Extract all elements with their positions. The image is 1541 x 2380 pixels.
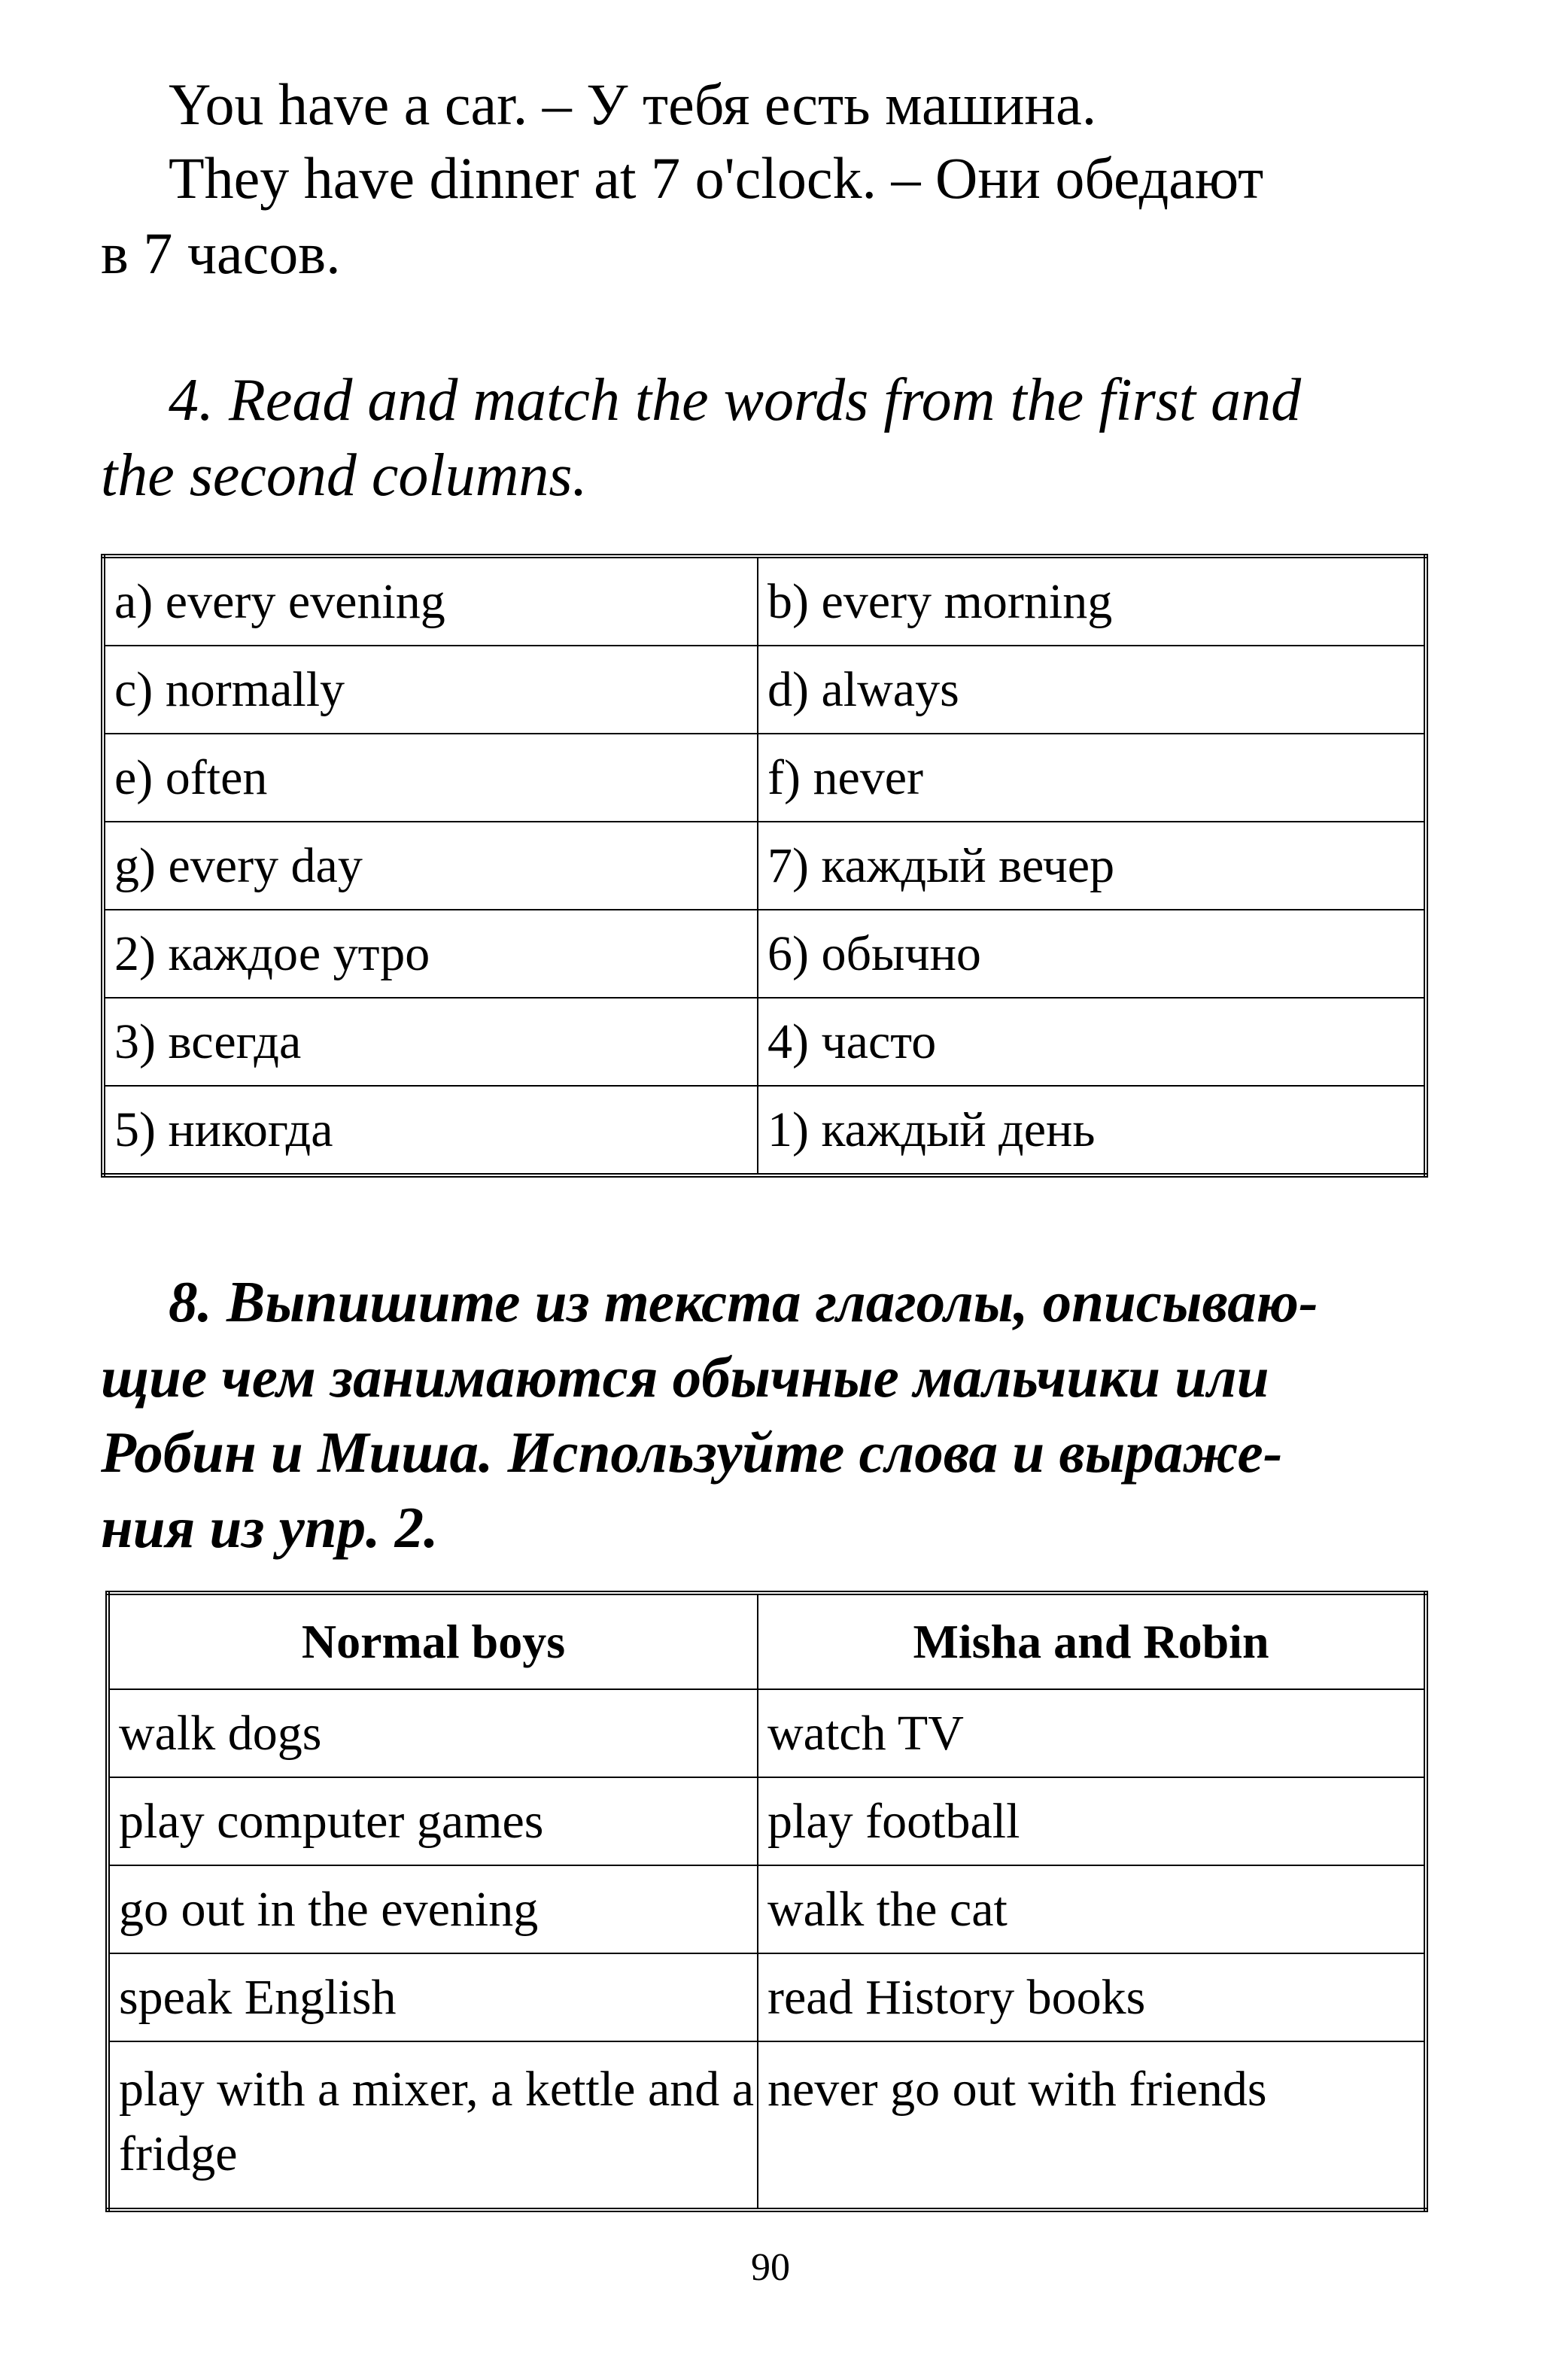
exercise-8-heading-line-2: щие чем занимаются обычные мальчики или	[101, 1345, 1269, 1409]
normal-boys-cell: walk dogs	[108, 1689, 758, 1777]
match-cell-right: 4) часто	[758, 998, 1426, 1086]
example-sentence-2-continued: в 7 часов.	[101, 220, 341, 286]
table-row	[103, 998, 1426, 1086]
table-row	[108, 1953, 1426, 2041]
match-cell-left: 3) всегда	[103, 998, 758, 1086]
match-cell-left: a) every evening	[103, 556, 758, 646]
example-sentence-2: They have dinner at 7 o'clock. – Они обедают	[169, 145, 1264, 211]
table-row	[103, 1086, 1426, 1175]
match-cell-right: 7) каждый вечер	[758, 822, 1426, 910]
match-cell-right: 6) обычно	[758, 910, 1426, 998]
match-cell-left: 5) никогда	[103, 1086, 758, 1175]
table-row	[103, 822, 1426, 910]
table-row	[103, 734, 1426, 822]
table-row	[103, 910, 1426, 998]
exercise-8-heading-line-4: ния из упр. 2.	[101, 1495, 439, 1560]
exercise-4-heading: 4. Read and match the words from the first and	[169, 367, 1302, 433]
match-cell-left: g) every day	[103, 822, 758, 910]
exercise-4-heading-continued: the second columns.	[101, 442, 588, 509]
exercise-8-heading-line-3: Робин и Миша. Используйте слова и выраже-	[101, 1420, 1283, 1485]
page-number: 90	[751, 2246, 790, 2289]
misha-and-robin-cell: read History books	[758, 1953, 1426, 2041]
match-cell-right: d) always	[758, 646, 1426, 734]
table-row	[103, 646, 1426, 734]
table-row	[108, 1689, 1426, 1777]
misha-and-robin-cell: watch TV	[758, 1689, 1426, 1777]
match-cell-left: c) normally	[103, 646, 758, 734]
verbs-table	[105, 1591, 1428, 2212]
matching-table	[101, 554, 1428, 1178]
misha-and-robin-cell: play football	[758, 1777, 1426, 1865]
table-row	[108, 1777, 1426, 1865]
normal-boys-cell: speak English	[108, 1953, 758, 2041]
column-header-misha-and-robin: Misha and Robin	[758, 1593, 1426, 1689]
normal-boys-cell: play with a mixer, a kettle and a fridge	[108, 2041, 758, 2210]
column-header-normal-boys: Normal boys	[108, 1593, 758, 1689]
match-cell-left: 2) каждое утро	[103, 910, 758, 998]
match-cell-left: e) often	[103, 734, 758, 822]
match-cell-right: f) never	[758, 734, 1426, 822]
misha-and-robin-cell: never go out with friends	[758, 2041, 1426, 2210]
table-row	[108, 1865, 1426, 1953]
table-row	[108, 2041, 1426, 2210]
normal-boys-cell: play computer games	[108, 1777, 758, 1865]
table-header-row	[108, 1593, 1426, 1689]
table-row	[103, 556, 1426, 646]
match-cell-right: 1) каждый день	[758, 1086, 1426, 1175]
exercise-8-heading: 8. Выпишите из текста глаголы, описываю-	[169, 1269, 1318, 1334]
normal-boys-cell: go out in the evening	[108, 1865, 758, 1953]
match-cell-right: b) every morning	[758, 556, 1426, 646]
example-sentence-1: You have a car. – У тебя есть машина.	[169, 71, 1097, 137]
misha-and-robin-cell: walk the cat	[758, 1865, 1426, 1953]
